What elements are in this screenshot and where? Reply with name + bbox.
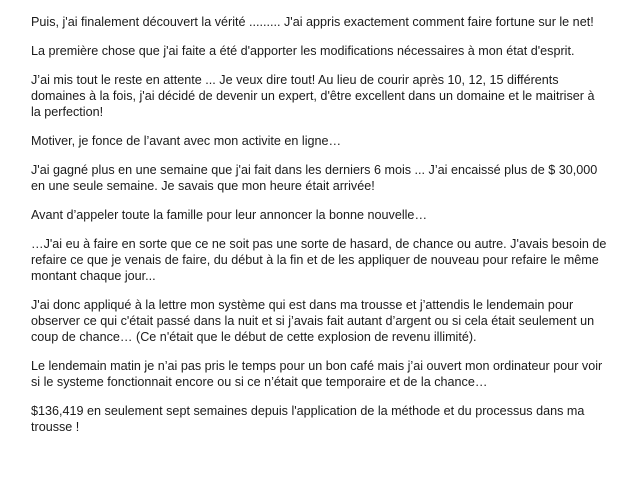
paragraph-system: J'ai donc appliqué à la lettre mon système qui est dans ma trousse et j’attendis le lendemain pour observer ce qui c'était passé dans la nuit et si j’avais fait autant d’argent ou si cela était seulement un coup de chance… (Ce n'était que le début de cette explosion de revenu illimité). (31, 298, 595, 344)
paragraph-result: $136,419 en seulement sept semaines depuis l'application de la méthode et du processus dans ma trousse ! (31, 404, 585, 434)
document-body (31, 14, 607, 448)
paragraph-motivation: Motiver, je fonce de l’avant avec mon activite en ligne… (31, 134, 342, 148)
paragraph-first-earnings: J'ai gagné plus en une semaine que j'ai fait dans les derniers 6 mois ... J’ai encaissé plus de $ 30,000 en une seule semaine. Je savais que mon heure était arrivée! (31, 163, 598, 193)
paragraph-focus: J’ai mis tout le reste en attente ... Je veux dire tout! Au lieu de courir après 10, 12, 15 différents domaines à la fois, j'ai décidé de devenir un expert, d'être excellent dans un domaine et le maitriser à la perfection! (31, 73, 595, 119)
paragraph-mindset: La première chose que j'ai faite a été d'apporter les modifications nécessaires à mon état d'esprit. (31, 44, 575, 58)
paragraph-repeat: …J'ai eu à faire en sorte que ce ne soit pas une sorte de hasard, de chance ou autre. J'avais besoin de refaire ce que je venais de faire, du début à la fin et de les appliquer de nouveau pour refaire le même montant chaque jour... (31, 237, 607, 283)
paragraph-discovery: Puis, j'ai finalement découvert la vérité ......... J'ai appris exactement comment faire fortune sur le net! (31, 15, 594, 29)
paragraph-next-morning: Le lendemain matin je n’ai pas pris le temps pour un bon café mais j’ai ouvert mon ordinateur pour voir si le systeme fonctionnait encore ou si ce n’était que temporaire et de la chance… (31, 359, 603, 389)
paragraph-family: Avant d’appeler toute la famille pour leur annoncer la bonne nouvelle… (31, 208, 428, 222)
